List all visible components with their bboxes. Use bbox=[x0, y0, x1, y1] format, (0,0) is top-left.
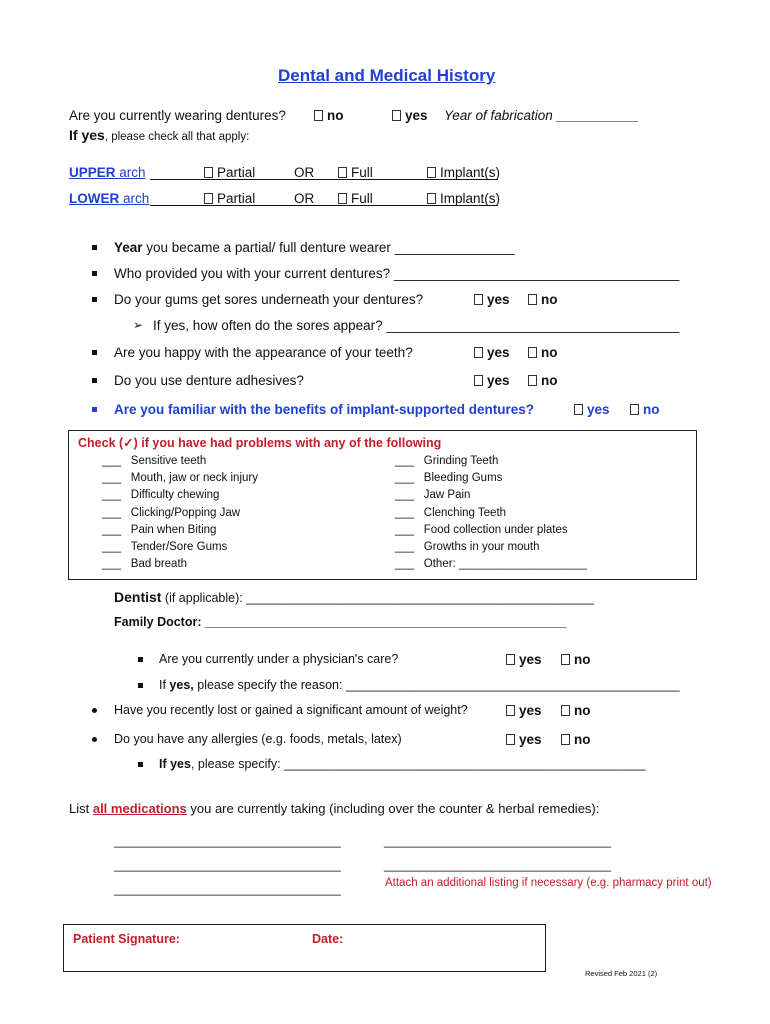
round-bullet-icon bbox=[92, 703, 97, 718]
date-label[interactable]: Date: bbox=[312, 932, 344, 946]
square-bullet-icon bbox=[92, 292, 97, 307]
checkbox-icon[interactable] bbox=[528, 375, 537, 386]
checklist-item[interactable]: ___ Other: ____________________ bbox=[395, 558, 587, 571]
medication-line[interactable]: __________________________________ bbox=[384, 834, 611, 848]
year-of-fabrication-field[interactable]: Year of fabrication ___________ bbox=[444, 108, 640, 123]
adhesives-yes-option[interactable]: yes bbox=[474, 373, 510, 388]
page-title: Dental and Medical History bbox=[278, 66, 496, 85]
lower-or-label: OR bbox=[294, 191, 315, 206]
adhesives-no-option[interactable]: no bbox=[528, 373, 558, 388]
checklist-item[interactable]: ___ Tender/Sore Gums bbox=[102, 541, 228, 554]
allergies-yes-option[interactable]: yes bbox=[506, 732, 542, 747]
square-bullet-icon bbox=[138, 757, 143, 772]
checkbox-icon[interactable] bbox=[427, 167, 436, 178]
checklist-item[interactable]: ___ Mouth, jaw or neck injury bbox=[102, 472, 258, 485]
checklist-item[interactable]: ___ Bad breath bbox=[102, 558, 188, 571]
sores-no-option[interactable]: no bbox=[528, 292, 558, 307]
checkbox-icon[interactable] bbox=[630, 404, 639, 415]
square-bullet-icon bbox=[92, 240, 97, 255]
checklist-item[interactable]: ___ Pain when Biting bbox=[102, 523, 217, 536]
checkbox-icon[interactable] bbox=[474, 347, 483, 358]
implant-question: Are you familiar with the benefits of implant-supported dentures? bbox=[114, 402, 535, 417]
checklist-item[interactable]: ___ Growths in your mouth bbox=[395, 541, 540, 554]
checkbox-icon[interactable] bbox=[574, 404, 583, 415]
medication-line[interactable]: __________________________________ bbox=[384, 858, 611, 872]
checklist-item[interactable]: ___ Food collection under plates bbox=[395, 523, 568, 536]
happy-no-option[interactable]: no bbox=[528, 345, 558, 360]
checkbox-icon[interactable] bbox=[528, 347, 537, 358]
checkbox-icon[interactable] bbox=[506, 654, 515, 665]
reason-field[interactable]: If yes, please specify the reason: ________________________________________________ bbox=[159, 678, 680, 692]
allergy-specify-field[interactable]: If yes, please specify: ____________________________________________________ bbox=[159, 757, 646, 771]
dentures-yes-option[interactable]: yes bbox=[392, 108, 428, 123]
checkbox-icon[interactable] bbox=[474, 375, 483, 386]
medication-line[interactable]: __________________________________ bbox=[114, 882, 341, 896]
problems-heading: Check (✓) if you have had problems with any of the following bbox=[78, 436, 442, 450]
checklist-item[interactable]: ___ Difficulty chewing bbox=[102, 489, 220, 502]
checklist-item[interactable]: ___ Clenching Teeth bbox=[395, 506, 507, 519]
dentist-field[interactable]: Dentist (if applicable): __________________________________________________ bbox=[114, 589, 594, 605]
square-bullet-icon bbox=[138, 652, 143, 667]
lower-implant-option[interactable]: Implant(s) bbox=[427, 191, 500, 206]
happy-question: Are you happy with the appearance of your teeth? bbox=[114, 345, 413, 360]
lower-partial-option[interactable]: Partial bbox=[204, 191, 255, 206]
patient-signature-label[interactable]: Patient Signature: bbox=[73, 932, 180, 946]
dentures-no-option[interactable]: no bbox=[314, 108, 344, 123]
checkbox-icon[interactable] bbox=[314, 110, 323, 121]
checkbox-icon[interactable] bbox=[474, 294, 483, 305]
checkbox-icon[interactable] bbox=[561, 654, 570, 665]
year-wearer-question[interactable]: Year you became a partial/ full denture wearer ________________ bbox=[114, 240, 515, 255]
checkbox-icon[interactable] bbox=[561, 705, 570, 716]
problems-left-column bbox=[102, 453, 258, 573]
checkbox-icon[interactable] bbox=[528, 294, 537, 305]
medication-line[interactable]: __________________________________ bbox=[114, 834, 341, 848]
problems-right-column bbox=[395, 453, 587, 573]
weight-yes-option[interactable]: yes bbox=[506, 703, 542, 718]
checklist-item[interactable]: ___ Grinding Teeth bbox=[395, 455, 499, 467]
checkbox-icon[interactable] bbox=[338, 167, 347, 178]
upper-arch-label: UPPER arch bbox=[69, 165, 146, 180]
checkbox-icon[interactable] bbox=[392, 110, 401, 121]
upper-full-option[interactable]: Full bbox=[338, 165, 373, 180]
implant-no-option[interactable]: no bbox=[630, 402, 660, 417]
upper-partial-option[interactable]: Partial bbox=[204, 165, 255, 180]
medication-line[interactable]: __________________________________ bbox=[114, 858, 341, 872]
checkbox-icon[interactable] bbox=[506, 705, 515, 716]
dentures-question: Are you currently wearing dentures? bbox=[69, 108, 286, 123]
square-bullet-icon bbox=[92, 345, 97, 360]
family-doctor-field[interactable]: Family Doctor: ____________________________________________________ bbox=[114, 615, 567, 629]
square-bullet-icon bbox=[138, 678, 143, 693]
checkbox-icon[interactable] bbox=[338, 193, 347, 204]
provider-question[interactable]: Who provided you with your current dentures? ______________________________________ bbox=[114, 266, 680, 281]
revision-footer: Revised Feb 2021 (2) bbox=[585, 969, 658, 978]
adhesives-question: Do you use denture adhesives? bbox=[114, 373, 304, 388]
medications-right-lines bbox=[384, 829, 611, 877]
physician-yes-option[interactable]: yes bbox=[506, 652, 542, 667]
sores-yes-option[interactable]: yes bbox=[474, 292, 510, 307]
square-bullet-icon bbox=[92, 266, 97, 281]
sores-question: Do your gums get sores underneath your dentures? bbox=[114, 292, 424, 307]
allergies-question: Do you have any allergies (e.g. foods, metals, latex) bbox=[114, 732, 402, 746]
checkbox-icon[interactable] bbox=[204, 193, 213, 204]
happy-yes-option[interactable]: yes bbox=[474, 345, 510, 360]
square-bullet-icon bbox=[92, 373, 97, 388]
checkbox-icon[interactable] bbox=[561, 734, 570, 745]
checkmark-icon: ✓ bbox=[123, 436, 134, 450]
allergies-no-option[interactable]: no bbox=[561, 732, 591, 747]
checklist-item[interactable]: ___ Jaw Pain bbox=[395, 489, 471, 502]
sores-frequency-question[interactable]: If yes, how often do the sores appear? _______________________________________ bbox=[153, 318, 680, 333]
upper-or-label: OR bbox=[294, 165, 315, 180]
upper-implant-option[interactable]: Implant(s) bbox=[427, 165, 500, 180]
if-yes-instruction: If yes, please check all that apply: bbox=[69, 127, 250, 143]
checklist-item[interactable]: ___ Sensitive teeth bbox=[102, 455, 207, 467]
arrow-bullet-icon: ➢ bbox=[133, 318, 144, 332]
attach-listing-note: Attach an additional listing if necessary (e.g. pharmacy print out) bbox=[385, 877, 712, 889]
square-bullet-icon bbox=[92, 402, 97, 417]
round-bullet-icon bbox=[92, 732, 97, 747]
implant-yes-option[interactable]: yes bbox=[574, 402, 610, 417]
checklist-item[interactable]: ___ Clicking/Popping Jaw bbox=[102, 506, 241, 519]
medications-heading: List all medications you are currently taking (including over the counter & herbal remedies): bbox=[69, 801, 600, 816]
lower-arch-label: LOWER arch bbox=[69, 191, 150, 206]
lower-full-option[interactable]: Full bbox=[338, 191, 373, 206]
checkbox-icon[interactable] bbox=[506, 734, 515, 745]
weight-question: Have you recently lost or gained a significant amount of weight? bbox=[114, 703, 468, 717]
physician-no-option[interactable]: no bbox=[561, 652, 591, 667]
checkbox-icon[interactable] bbox=[427, 193, 436, 204]
medications-left-lines bbox=[114, 829, 341, 901]
checkbox-icon[interactable] bbox=[204, 167, 213, 178]
physician-question: Are you currently under a physician's care? bbox=[159, 652, 399, 666]
checklist-item[interactable]: ___ Bleeding Gums bbox=[395, 472, 503, 485]
weight-no-option[interactable]: no bbox=[561, 703, 591, 718]
